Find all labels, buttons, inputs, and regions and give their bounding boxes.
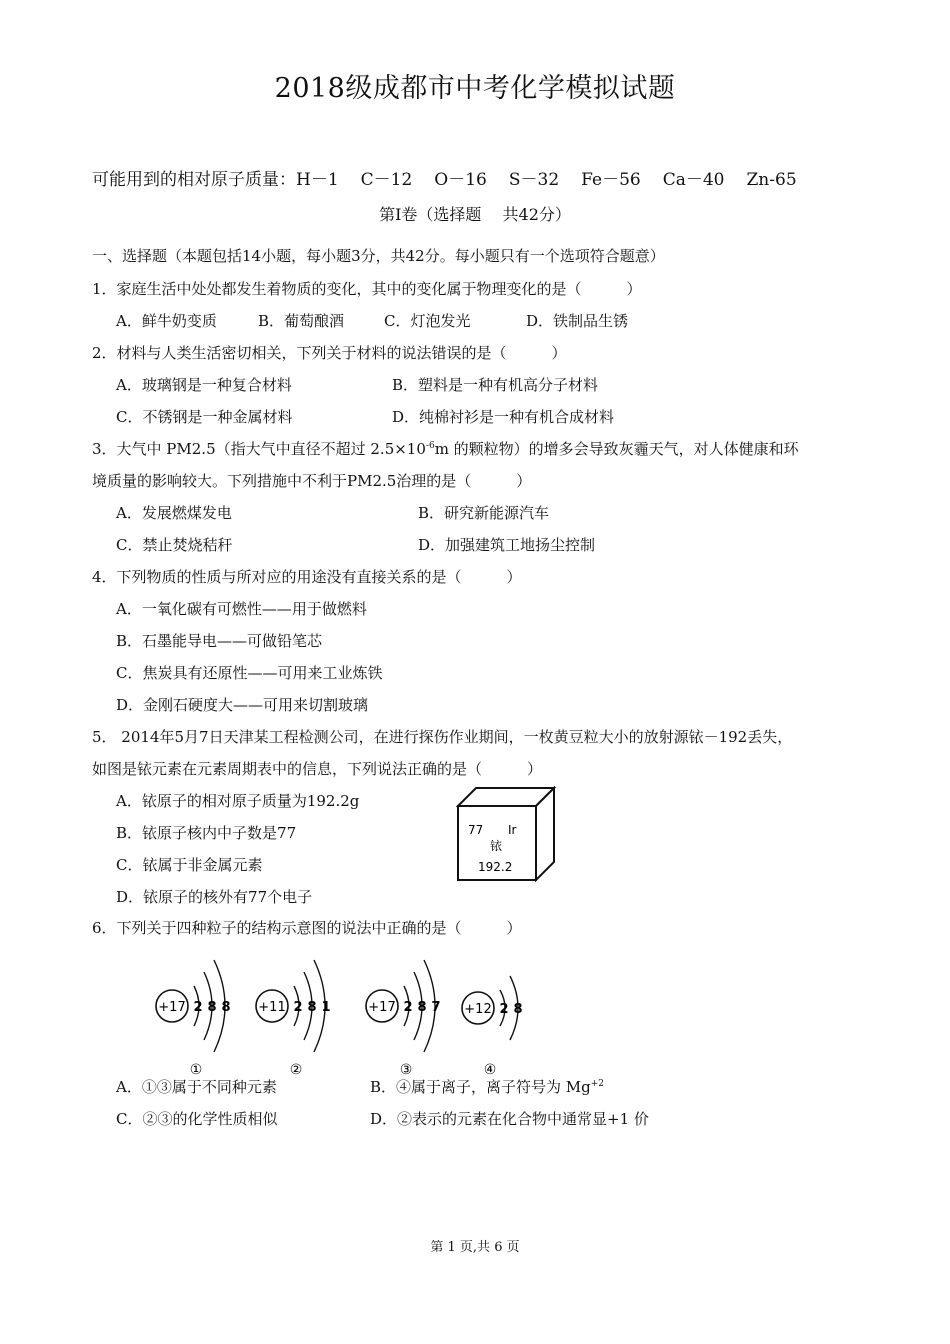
q6-option-b — [370, 1076, 604, 1097]
shell-count: 2 — [403, 1000, 413, 1015]
particle-3 — [366, 960, 441, 1078]
shell-count: 2 — [293, 1000, 303, 1015]
particle-structure-diagrams — [150, 952, 540, 1078]
mass-o: O－16 — [434, 170, 487, 190]
element-cell-diagram — [456, 786, 560, 886]
mass-ca: Ca－40 — [662, 170, 725, 190]
particle-label: ④ — [483, 1062, 497, 1078]
q6-stem: 6．下列关于四种粒子的结构示意图的说法中正确的是（ ） — [92, 919, 522, 937]
q6-option-c: C．②③的化学性质相似 — [116, 1110, 278, 1128]
q3-stem-line1 — [92, 438, 799, 459]
q2-option-d: D．纯棉衬衫是一种有机合成材料 — [392, 408, 615, 426]
q5-stem-line2: 如图是铱元素在元素周期表中的信息，下列说法正确的是（ ） — [92, 760, 543, 778]
mass-c: C－12 — [360, 170, 413, 190]
q4-option-d: D．金刚石硬度大——可用来切割玻璃 — [116, 696, 369, 714]
page-title: 2018级成都市中考化学模拟试题 — [274, 73, 676, 104]
shell-count: 8 — [221, 1000, 231, 1015]
q6-option-b-charge: +2 — [590, 1079, 605, 1089]
q5-option-a: A．铱原子的相对原子质量为192.2g — [116, 792, 360, 810]
q3-stem-part1: 3．大气中 PM2.5（指大气中直径不超过 2.5×10 — [92, 440, 426, 458]
q2-option-b: B．塑料是一种有机高分子材料 — [392, 376, 599, 394]
q2-option-c: C．不锈钢是一种金属材料 — [116, 408, 293, 426]
shell-count: 8 — [513, 1002, 523, 1017]
q6-option-d: D．②表示的元素在化合物中通常显+1 价 — [370, 1110, 649, 1128]
atomic-masses-label: 可能用到的相对原子质量： — [92, 170, 296, 190]
q2-stem: 2．材料与人类生活密切相关，下列关于材料的说法错误的是（ ） — [92, 344, 567, 362]
q5-option-b: B．铱原子核内中子数是77 — [116, 824, 297, 842]
q4-option-b: B．石墨能导电——可做铅笔芯 — [116, 632, 323, 650]
q1-option-a: A．鲜牛奶变质 — [116, 312, 217, 330]
particle-4 — [462, 976, 523, 1078]
q6-option-a: A．①③属于不同种元素 — [116, 1078, 277, 1096]
atomic-masses — [92, 165, 819, 190]
q3-stem-exponent: -6 — [425, 441, 435, 451]
particle-label: ② — [289, 1062, 303, 1078]
shell-count: 8 — [307, 1000, 317, 1015]
element-name: 铱 — [490, 839, 503, 853]
q1-stem: 1．家庭生活中处处都发生着物质的变化，其中的变化属于物理变化的是（ ） — [92, 280, 642, 298]
particle-2 — [256, 960, 331, 1078]
shell-count: 2 — [193, 1000, 203, 1015]
mass-fe: Fe－56 — [581, 170, 641, 190]
element-symbol: Ir — [508, 823, 517, 837]
shell-count: 1 — [321, 1000, 331, 1015]
q5-option-c: C．铱属于非金属元素 — [116, 856, 263, 874]
element-atomic-number: 77 — [468, 823, 484, 837]
particle-label: ① — [189, 1062, 203, 1078]
q3-option-a: A．发展燃煤发电 — [116, 504, 232, 522]
q4-option-c: C．焦炭具有还原性——可用来工业炼铁 — [116, 664, 383, 682]
q6-option-b-text: B．④属于离子，离子符号为 Mg — [370, 1078, 591, 1096]
instructions: 一、选择题（本题包括14小题，每小题3分，共42分。每小题只有一个选项符合题意） — [92, 247, 665, 265]
q5-option-d: D．铱原子的核外有77个电子 — [116, 888, 313, 906]
shell-count: 8 — [207, 1000, 217, 1015]
nucleus-charge: +17 — [368, 1000, 396, 1015]
mass-zn: Zn-65 — [746, 170, 797, 190]
q3-stem-line2: 境质量的影响较大。下列措施中不利于PM2.5治理的是（ ） — [92, 472, 532, 490]
q3-stem-part2: m 的颗粒物）的增多会导致灰霾天气，对人体健康和环 — [434, 440, 799, 458]
particle-1 — [156, 960, 231, 1078]
mass-h: H－1 — [296, 170, 339, 190]
q3-option-c: C．禁止焚烧秸秆 — [116, 536, 233, 554]
page-footer: 第 1 页,共 6 页 — [430, 1240, 520, 1255]
q3-option-d: D．加强建筑工地扬尘控制 — [418, 536, 596, 554]
element-atomic-mass: 192.2 — [478, 860, 513, 874]
nucleus-charge: +11 — [258, 1000, 286, 1015]
shell-count: 8 — [417, 1000, 427, 1015]
nucleus-charge: +12 — [464, 1002, 492, 1017]
q1-option-c: C．灯泡发光 — [384, 312, 471, 330]
particle-label: ③ — [399, 1062, 413, 1078]
q1-option-b: B．葡萄酿酒 — [258, 312, 345, 330]
section-title: 第Ⅰ卷（选择题 共42分） — [379, 205, 571, 224]
q3-option-b: B．研究新能源汽车 — [418, 504, 550, 522]
q4-option-a: A．一氧化碳有可燃性——用于做燃料 — [116, 600, 367, 618]
q4-stem: 4．下列物质的性质与所对应的用途没有直接关系的是（ ） — [92, 568, 522, 586]
shell-count: 2 — [499, 1002, 509, 1017]
q2-option-a: A．玻璃钢是一种复合材料 — [116, 376, 292, 394]
mass-s: S－32 — [508, 170, 560, 190]
shell-count: 7 — [431, 1000, 441, 1015]
nucleus-charge: +17 — [158, 1000, 186, 1015]
q5-stem-line1: 5． 2014年5月7日天津某工程检测公司，在进行探伤作业期间，一枚黄豆粒大小的放射源铱－192丢失， — [92, 728, 793, 746]
q1-option-d: D．铁制品生锈 — [526, 312, 629, 330]
